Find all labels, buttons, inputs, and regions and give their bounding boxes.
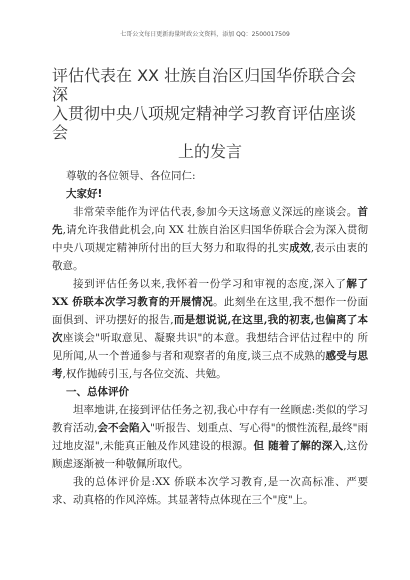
paragraph-1-bold: 首先 [52, 206, 368, 236]
paragraph-1-text: ,表示由衷的敬意。 [52, 242, 368, 272]
paragraph-2-text: 。此刻坐在这里,我不想作一份面面俱到、评功摆好的报告, [52, 296, 369, 326]
paragraph-2-bold: 感受与思考 [52, 350, 368, 380]
salutation: 尊敬的各位领导、各位同仁: [66, 170, 196, 182]
paragraph-1-bold: 成效 [289, 242, 311, 254]
paragraph-3-bold: 但 随着了解的深入 [253, 440, 344, 452]
title-line-3: 上的发言 [177, 142, 242, 161]
header-note: 七哥公文每日更新海量时政公文资料，添加 QQ：2500017509 [120, 31, 290, 38]
document-title [52, 66, 368, 161]
paragraph-2-text: ,权作抛砖引玉,与各位交流、共勉。 [62, 368, 227, 380]
paragraph-3 [52, 401, 368, 473]
title-line-2: 入贯彻中央八项规定精神学习教育评估座谈会 [52, 104, 357, 142]
paragraph-3-text: 坦率地讲,在接到评估任务之初,我心中存有一丝顾虑:类似的学习教育活动, [52, 404, 368, 434]
paragraph-2 [52, 275, 368, 383]
section-heading-1: 一、总体评价 [66, 386, 129, 398]
paragraph-2-bold: 而是想说说,在这里,我的初衷,也偏离了本次 [52, 314, 369, 344]
title-line-1: 评估代表在 XX 壮族自治区归国华侨联合会深 [52, 66, 357, 104]
greeting: 大家好! [66, 188, 103, 200]
paragraph-3-text: 最终"雨过地皮湿",未能真正触及作风建设的根源。 [52, 422, 368, 452]
paragraph-2-bold: 解了 XX 侨联本次学习教育的开展情况 [52, 278, 368, 308]
paragraph-4: 我的总体评价是:XX 侨联本次学习教育,是一次高标准、严要求、动真格的作风淬炼。其显著特点体现在三个"度"上。 [52, 476, 368, 506]
paragraph-1-text: ,请允许我借此机会,向 XX 壮族自治区归国华侨联合会为深入贯彻中央八项规定精神所付出的巨大努力和取得的扎实 [52, 224, 368, 254]
paragraph-1-text: 非常荣幸能作为评估代表,参加今天这场意义深远的座谈会。 [73, 206, 358, 218]
document-page [52, 66, 368, 509]
paragraph-1 [52, 203, 368, 275]
paragraph-3-text: ,这份顾虑逐渐被一种敬佩所取代。 [52, 440, 369, 470]
paragraph-2-text: 接到评估任务以来,我怀着一份学习和审视的态度,深入了 [73, 278, 347, 290]
paragraph-2-text: 座谈会"听取意见、凝聚共识"的本意。我想结合评估过程中的 所见所闻,从一个普通参与者和观察者的角度,谈三点不成熟的 [52, 332, 369, 362]
paragraph-3-text: "听报告、划重点、写心得"的惯性流程, [150, 422, 332, 434]
document-body [52, 167, 368, 509]
paragraph-3-bold: 会不会陷入 [97, 422, 151, 434]
